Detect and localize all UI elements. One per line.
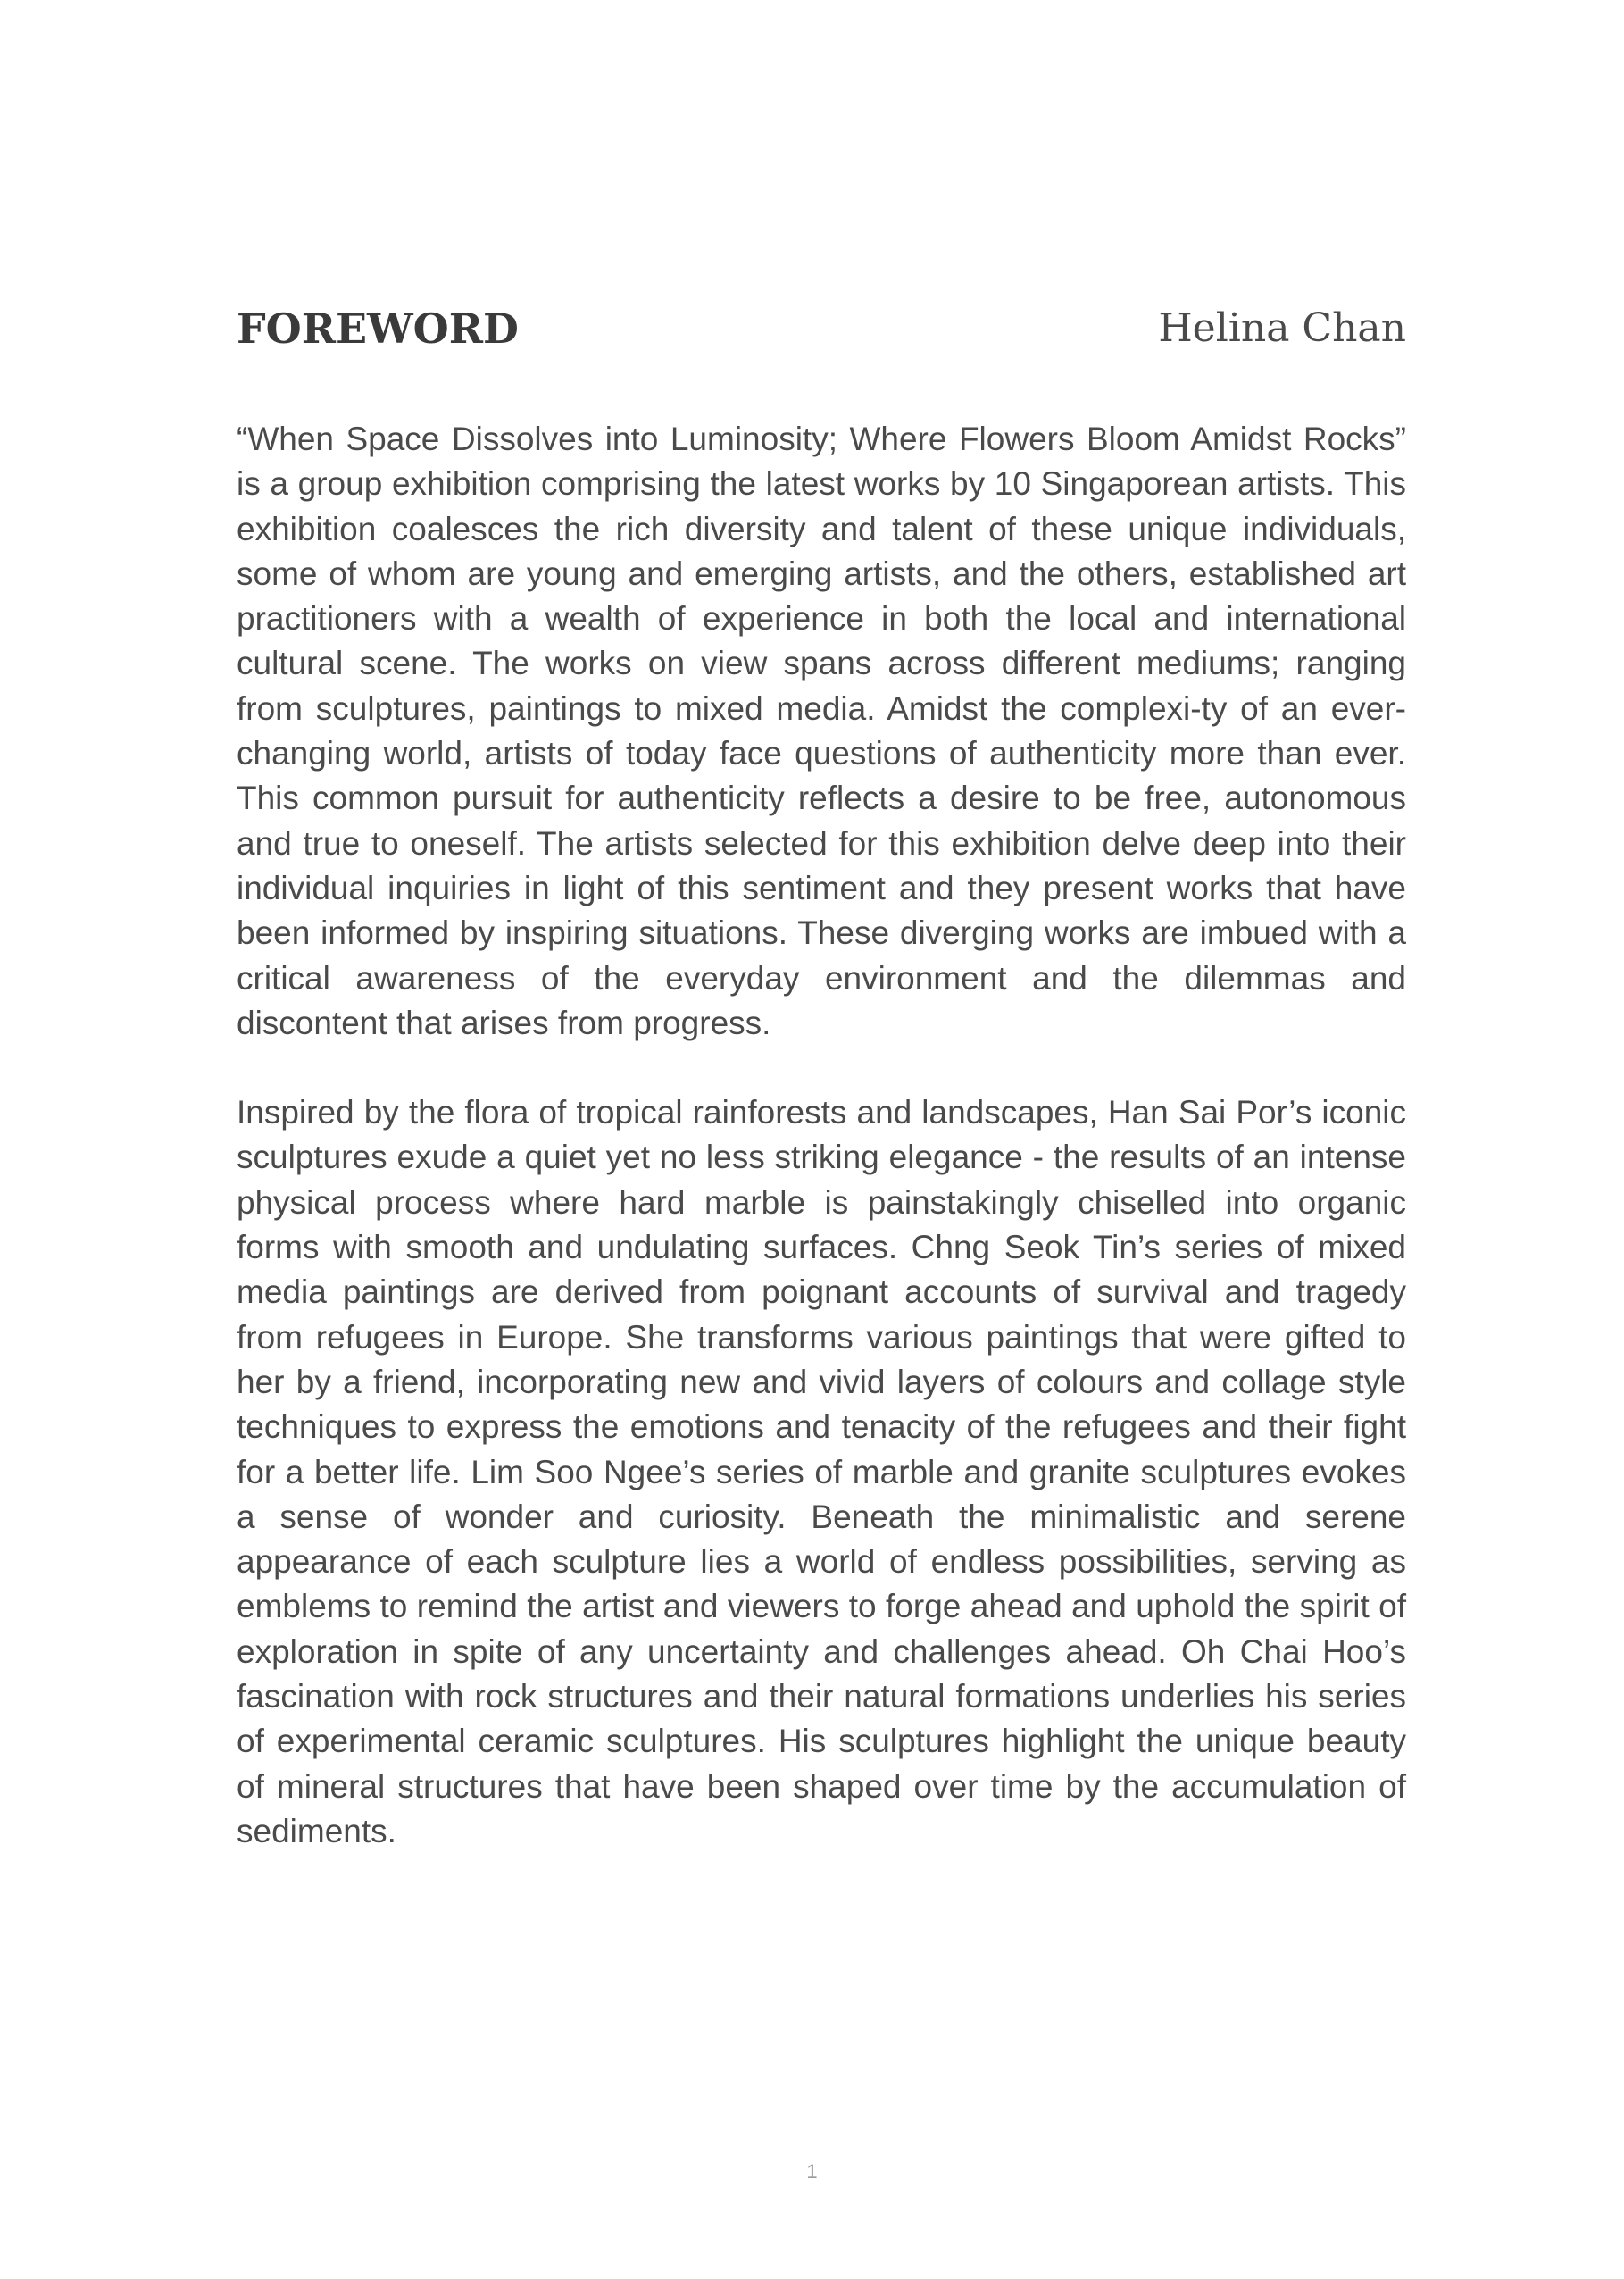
- body-text: [237, 417, 1406, 1854]
- page-number: 1: [806, 2160, 818, 2183]
- page-title: FOREWORD: [237, 305, 519, 353]
- paragraph-2: Inspired by the flora of tropical rainforests and landscapes, Han Sai Por’s iconic sculptures exude a quiet yet no less striking elegance - the results of an intense physical process where hard marble is painstakingly chiselled into organic forms with smooth and undulating surfaces. Chng Seok Tin’s series of mixed media paintings are derived from poignant accounts of survival and tragedy from refugees in Europe. She transforms various paintings that were gifted to her by a friend, incorporating new and vivid layers of colours and collage style techniques to express the emotions and tenacity of the refugees and their fight for a better life. Lim Soo Ngee’s series of marble and granite sculptures evokes a sense of wonder and curiosity. Beneath the minimalistic and serene appearance of each sculpture lies a world of endless possibilities, serving as emblems to remind the artist and viewers to forge ahead and uphold the spirit of exploration in spite of any uncertainty and challenges ahead. Oh Chai Hoo’s fascination with rock structures and their natural formations underlies his series of experimental ceramic sculptures. His sculptures highlight the unique beauty of mineral structures that have been shaped over time by the accumulation of sediments.: [237, 1094, 1406, 1849]
- header: [237, 299, 1406, 362]
- author-name: Helina Chan: [1158, 305, 1406, 351]
- paragraph-1: “When Space Dissolves into Luminosity; Where Flowers Bloom Amidst Rocks” is a group exhibition comprising the latest works by 10 Singaporean artists. This exhibition coalesces the rich diversity and talent of these unique individuals, some of whom are young and emerging artists, and the others, established art practitioners with a wealth of experience in both the local and international cultural scene. The works on view spans across different mediums; ranging from sculptures, paintings to mixed media. Amidst the complexi-ty of an ever-changing world, artists of today face questions of authenticity more than ever. This common pursuit for authenticity reflects a desire to be free, autonomous and true to oneself. The artists selected for this exhibition delve deep into their individual inquiries in light of this sentiment and they present works that have been informed by inspiring situations. These diverging works are imbued with a critical awareness of the everyday environment and the dilemmas and discontent that arises from progress.: [237, 421, 1406, 1041]
